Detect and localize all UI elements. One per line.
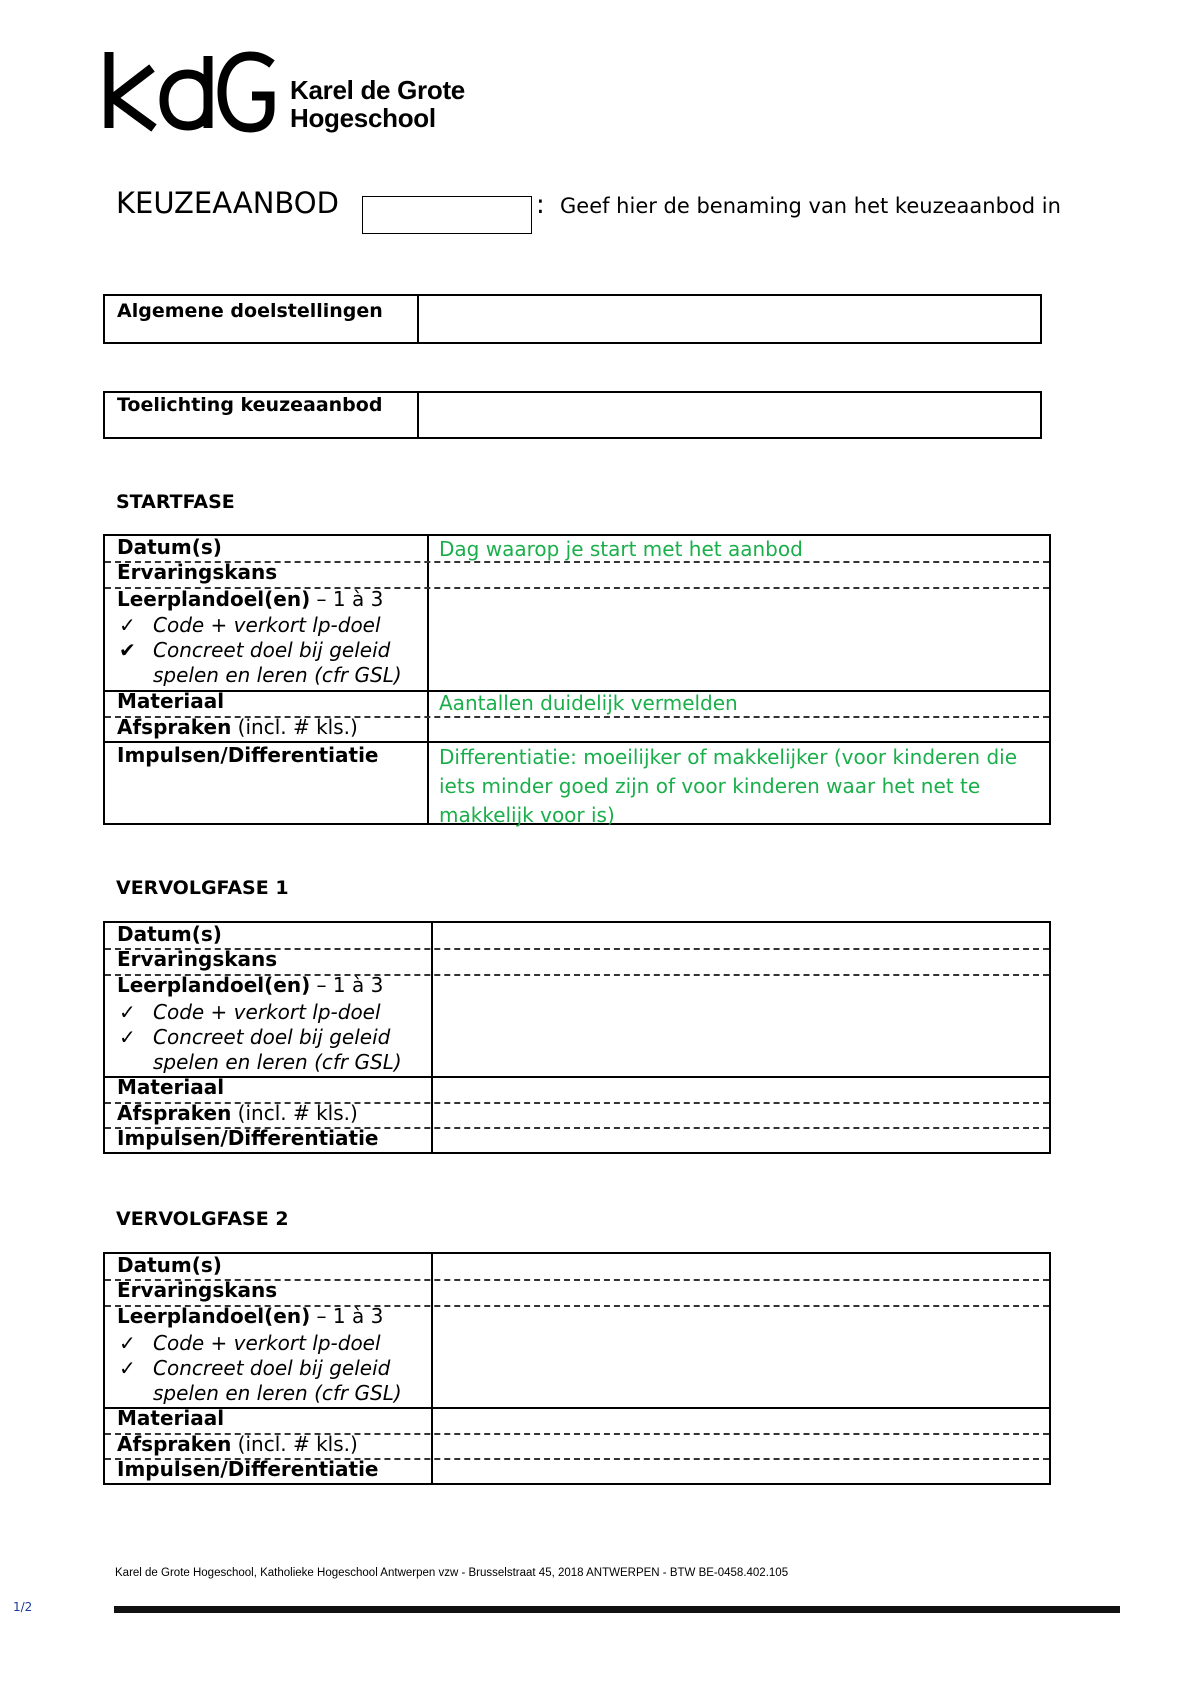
table-row [105,716,1049,743]
column-divider [417,296,419,342]
check-icon: ✓ [119,1356,136,1380]
general-goals-label: Algemene doelstellingen [117,300,383,322]
general-goals-row [103,294,1042,344]
vervolgfase-1-table [103,921,1051,1154]
check-icon: ✓ [119,1331,136,1355]
checklist-item: ✔ Concreet doel bij geleid [119,638,391,662]
agreements-label: Afspraken (incl. # kls.) [117,715,358,739]
goal-label: Leerplandoel(en) – 1 à 3 [117,587,384,611]
startfase-table [103,534,1051,825]
table-row [105,561,1049,589]
table-row [105,1076,1049,1104]
table-row [105,1127,1049,1152]
table-row [105,923,1049,950]
material-label: Materiaal [117,1406,225,1430]
agreements-label: Afspraken (incl. # kls.) [117,1432,358,1456]
table-row [105,1407,1049,1435]
table-row [105,741,1049,827]
goal-label: Leerplandoel(en) – 1 à 3 [117,1304,384,1328]
table-row [105,1102,1049,1129]
check-icon: ✓ [119,613,136,637]
page-title: KEUZEAANBOD [116,186,339,220]
material-label: Materiaal [117,1075,225,1099]
offer-name-field[interactable] [362,196,532,234]
experience-label: Ervaringskans [117,947,278,971]
checklist-item-continued: spelen en leren (cfr GSL) [153,1050,402,1074]
experience-label: Ervaringskans [117,560,278,584]
title-colon: : [536,190,545,220]
check-icon: ✓ [119,1025,136,1049]
column-divider [417,393,419,437]
logo-line2: Hogeschool [290,103,436,133]
dates-label: Datum(s) [117,922,222,946]
table-row [105,1458,1049,1483]
table-row [105,1254,1049,1281]
agreements-label: Afspraken (incl. # kls.) [117,1101,358,1125]
explanation-row [103,391,1042,439]
footer-address: Karel de Grote Hogeschool, Katholieke Hogeschool Antwerpen vzw - Brusselstraat 45, 2018 ANTWERPEN - BTW BE-0458.402.105 [115,1567,789,1579]
material-value[interactable]: Aantallen duidelijk vermelden [439,691,738,715]
dates-label: Datum(s) [117,535,222,559]
logo-line1: Karel de Grote [290,75,465,105]
page-number: 1/2 [13,1600,33,1614]
checklist-item: ✓ Concreet doel bij geleid [119,1025,391,1049]
table-row [105,948,1049,976]
explanation-field[interactable] [423,397,1036,433]
footer-rule [114,1606,1120,1613]
experience-label: Ervaringskans [117,1278,278,1302]
checklist-item: ✓ Code + verkort lp-doel [119,1000,381,1024]
logo-wordmark [290,76,465,132]
section-heading-startfase: STARTFASE [116,491,235,513]
check-icon: ✔ [119,638,136,662]
section-heading-vervolgfase-2: VERVOLGFASE 2 [116,1208,289,1230]
table-row [105,690,1049,718]
checklist-item: ✓ Code + verkort lp-doel [119,1331,381,1355]
checklist-item-continued: spelen en leren (cfr GSL) [153,1381,402,1405]
table-row [105,1433,1049,1460]
table-row [105,536,1049,563]
impulses-value[interactable]: Differentiatie: moeilijker of makkelijker (voor kinderen die iets minder goed zijn of voor kinderen waar het net te makkelijk voor is) [439,745,1017,827]
check-icon: ✓ [119,1000,136,1024]
table-row [105,1305,1049,1409]
impulses-label: Impulsen/Differentiatie [117,1457,379,1481]
dates-label: Datum(s) [117,1253,222,1277]
checklist-item: ✓ Concreet doel bij geleid [119,1356,391,1380]
explanation-label: Toelichting keuzeaanbod [117,394,383,416]
checklist-item-continued: spelen en leren (cfr GSL) [153,663,402,687]
table-row [105,587,1049,692]
impulses-label: Impulsen/Differentiatie [117,743,379,767]
dates-value[interactable]: Dag waarop je start met het aanbod [439,537,803,561]
impulses-label: Impulsen/Differentiatie [117,1126,379,1150]
title-hint: Geef hier de benaming van het keuzeaanbod in [560,194,1061,218]
vervolgfase-2-table [103,1252,1051,1485]
goal-label: Leerplandoel(en) – 1 à 3 [117,973,384,997]
table-row [105,974,1049,1078]
table-row [105,1279,1049,1307]
section-heading-vervolgfase-1: VERVOLGFASE 1 [116,877,289,899]
material-label: Materiaal [117,689,225,713]
checklist-item: ✓ Code + verkort lp-doel [119,613,381,637]
general-goals-field[interactable] [423,300,1036,338]
